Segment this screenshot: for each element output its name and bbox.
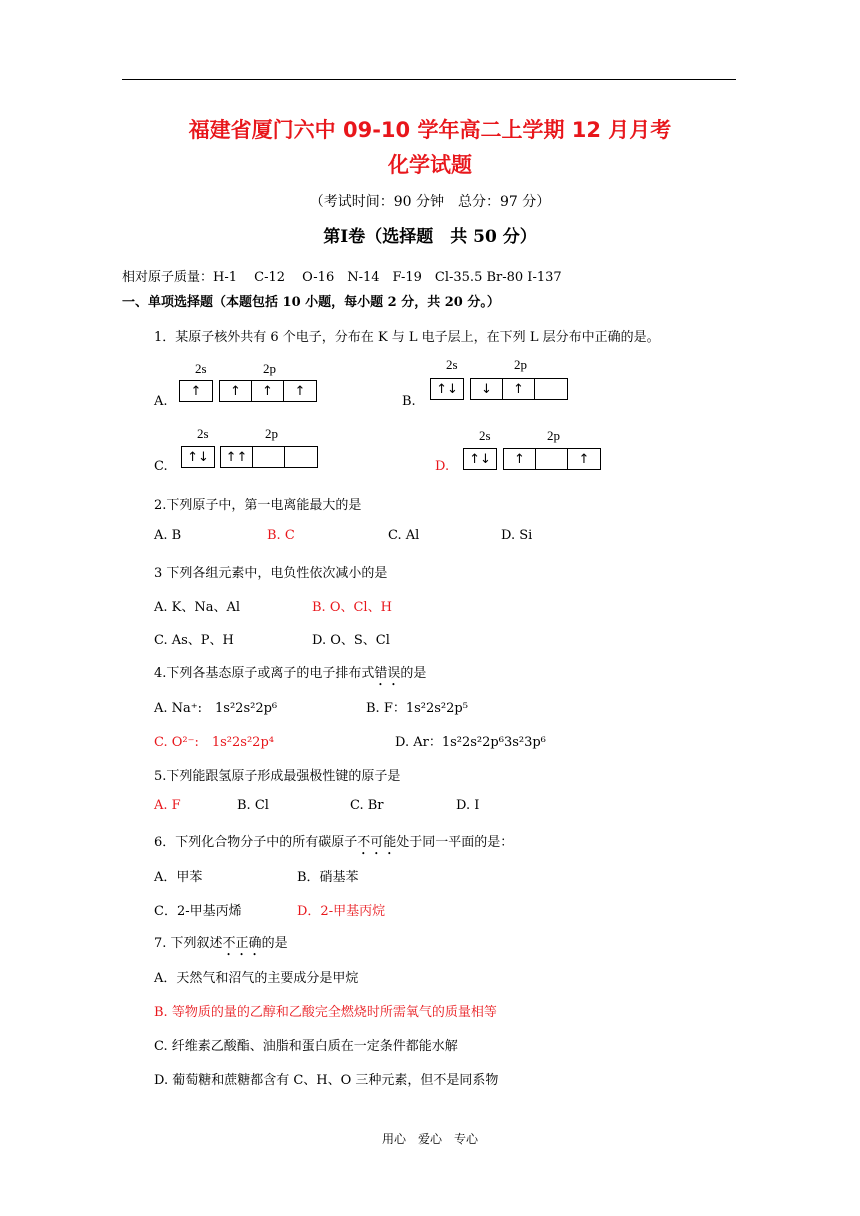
doc-title-line2: 化学试题 bbox=[388, 153, 472, 177]
q1-a-2s-label: 2s bbox=[195, 361, 207, 376]
q1-d-2s-box bbox=[463, 448, 497, 470]
page-footer: 用心 爱心 专心 bbox=[381, 1132, 478, 1146]
q1-c-2p-label: 2p bbox=[265, 426, 278, 441]
q1-b-2p-label: 2p bbox=[514, 357, 527, 372]
q1-d-2s-label: 2s bbox=[479, 428, 491, 443]
orbital-cell: ↑ bbox=[220, 381, 252, 401]
q3-option-a: A. K、Na、Al bbox=[154, 600, 241, 615]
orbital-cell: ↑ bbox=[294, 383, 306, 399]
q7-option-d: D. 葡萄糖和蔗糖都含有 C、H、O 三种元素，但不是同系物 bbox=[154, 1073, 499, 1088]
q7-stem-emphasis: 不正确 bbox=[222, 936, 262, 951]
orbital-cell bbox=[253, 447, 285, 467]
q4-stem-post: 的是 bbox=[400, 666, 427, 681]
q6-stem-emphasis: 不可能 bbox=[357, 835, 397, 850]
q1-b-2p-box bbox=[470, 378, 568, 400]
q6-stem-pre: 6．下列化合物分子中的所有碳原子 bbox=[154, 835, 358, 850]
q1-b-2s-box bbox=[430, 378, 464, 400]
q2-option-d: D. Si bbox=[501, 528, 533, 543]
q5-option-d: D. I bbox=[456, 798, 480, 813]
q5-option-c: C. Br bbox=[350, 798, 384, 813]
q7-stem-pre: 7. 下列叙述 bbox=[154, 936, 223, 951]
q7-option-a: A．天然气和沼气的主要成分是甲烷 bbox=[154, 971, 359, 986]
q1-option-b-label: B. bbox=[402, 394, 416, 409]
orbital-cell: ↓ bbox=[471, 379, 503, 399]
doc-title-line1: 福建省厦门六中 09-10 学年高二上学期 12 月月考 bbox=[188, 118, 672, 142]
q6-option-a: A．甲苯 bbox=[154, 870, 203, 885]
q6-stem bbox=[154, 831, 513, 858]
header-rule bbox=[122, 79, 736, 80]
q2-option-a: A. B bbox=[154, 528, 182, 543]
orbital-cell bbox=[536, 449, 568, 469]
orbital-cell: ↑↓ bbox=[436, 381, 458, 397]
q1-c-2s-label: 2s bbox=[197, 426, 209, 441]
q1-a-2s-box bbox=[179, 380, 213, 402]
q7-option-c: C. 纤维素乙酸酯、油脂和蛋白质在一定条件都能水解 bbox=[154, 1039, 458, 1054]
q1-c-2s-box bbox=[181, 446, 215, 468]
orbital-cell: ↑ bbox=[190, 383, 202, 399]
q1-d-2p-box bbox=[503, 448, 601, 470]
orbital-cell: ↑ bbox=[578, 451, 590, 467]
orbital-cell: ↑↑ bbox=[221, 447, 253, 467]
orbital-cell bbox=[535, 379, 567, 399]
q5-option-a: A. F bbox=[154, 798, 181, 813]
q6-option-b: B．硝基苯 bbox=[297, 870, 359, 885]
q7-stem-post: 的是 bbox=[261, 936, 288, 951]
q4-stem-emphasis: 错误 bbox=[374, 666, 401, 681]
q4-option-b: B. F：1s²2s²2p⁵ bbox=[366, 701, 468, 716]
q3-option-c: C. As、P、H bbox=[154, 633, 234, 648]
q1-a-2p-label: 2p bbox=[263, 361, 276, 376]
q1-c-2p-box bbox=[220, 446, 318, 468]
q1-a-2p-box bbox=[219, 380, 317, 402]
q6-stem-post: 处于同一平面的是： bbox=[396, 835, 514, 850]
orbital-cell bbox=[285, 447, 317, 467]
q3-option-d: D. O、S、Cl bbox=[312, 633, 390, 648]
orbital-cell: ↑↓ bbox=[187, 449, 209, 465]
exam-info: （考试时间：90 分钟 总分：97 分） bbox=[309, 194, 551, 210]
q1-option-c-label: C. bbox=[154, 459, 168, 474]
q5-stem: 5.下列能跟氢原子形成最强极性键的原子是 bbox=[154, 769, 401, 784]
orbital-cell: ↑↓ bbox=[469, 451, 491, 467]
q4-stem bbox=[154, 662, 426, 689]
q7-stem bbox=[154, 932, 288, 959]
q6-option-d: D．2-甲基丙烷 bbox=[297, 904, 386, 919]
q4-option-a: A. Na⁺: 1s²2s²2p⁶ bbox=[154, 701, 278, 716]
q1-option-a-label: A. bbox=[154, 394, 168, 409]
q4-stem-pre: 4.下列各基态原子或离子的电子排布式 bbox=[154, 666, 375, 681]
q3-option-b: B. O、Cl、H bbox=[312, 600, 392, 615]
q1-option-d-label: D. bbox=[435, 459, 450, 474]
orbital-cell: ↑ bbox=[252, 381, 284, 401]
q4-option-d: D. Ar：1s²2s²2p⁶3s²3p⁶ bbox=[395, 735, 546, 750]
q3-stem: 3 下列各组元素中，电负性依次减小的是 bbox=[154, 566, 388, 581]
orbital-cell: ↑ bbox=[504, 449, 536, 469]
q5-option-b: B. Cl bbox=[237, 798, 269, 813]
q7-option-b: B. 等物质的量的乙醇和乙酸完全燃烧时所需氧气的质量相等 bbox=[154, 1005, 497, 1020]
q1-d-2p-label: 2p bbox=[547, 428, 560, 443]
q2-option-b: B. C bbox=[267, 528, 295, 543]
part-title: 一、单项选择题（本题包括 10 小题，每小题 2 分，共 20 分。） bbox=[122, 295, 500, 310]
section-title: 第Ⅰ卷（选择题 共 50 分） bbox=[323, 227, 537, 247]
q6-option-c: C．2-甲基丙烯 bbox=[154, 904, 242, 919]
atomic-masses: 相对原子质量：H-1 C-12 O-16 N-14 F-19 Cl-35.5 Br-80 I-137 bbox=[122, 270, 562, 285]
q1-stem: 1．某原子核外共有 6 个电子，分布在 K 与 L 电子层上，在下列 L 层分布中正确的是。 bbox=[154, 330, 660, 345]
q2-option-c: C. Al bbox=[388, 528, 420, 543]
q1-b-2s-label: 2s bbox=[446, 357, 458, 372]
q2-stem: 2.下列原子中，第一电离能最大的是 bbox=[154, 498, 362, 513]
q4-option-c: C. O²⁻: 1s²2s²2p⁴ bbox=[154, 735, 274, 750]
orbital-cell: ↑ bbox=[503, 379, 535, 399]
